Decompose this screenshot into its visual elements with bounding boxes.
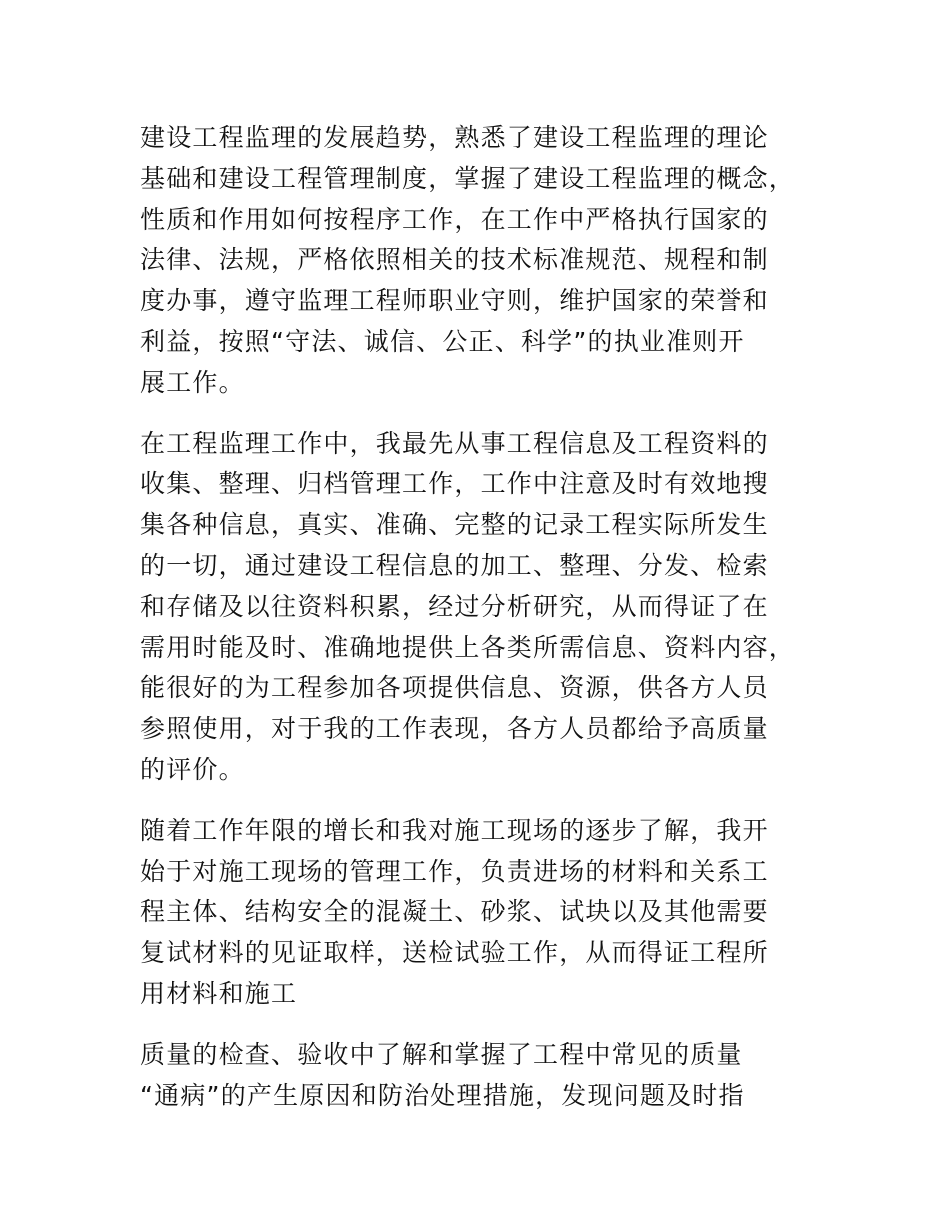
text-line: 集各种信息，真实、准确、完整的记录工程实际所发生	[140, 510, 769, 540]
document-body	[140, 118, 820, 1136]
text-line: 性质和作用如何按程序工作，在工作中严格执行国家的	[140, 204, 769, 234]
text-line: 的评价。	[140, 754, 245, 784]
text-line: 质量的检查、验收中了解和掌握了工程中常见的质量	[140, 1039, 743, 1069]
text-line: 复试材料的见证取样，送检试验工作，从而得证工程所	[140, 938, 769, 968]
text-line: 能很好的为工程参加各项提供信息、资源，供各方人员	[140, 673, 769, 703]
text-line: 度办事，遵守监理工程师职业守则，维护国家的荣誉和	[140, 286, 769, 316]
paragraph-3	[140, 811, 820, 1015]
text-line: 法律、法规，严格依照相关的技术标准规范、规程和制	[140, 245, 769, 275]
text-line: 需用时能及时、准确地提供上各类所需信息、资料内容，	[140, 632, 796, 662]
text-line: 随着工作年限的增长和我对施工现场的逐步了解，我开	[140, 815, 769, 845]
text-line: 基础和建设工程管理制度，掌握了建设工程监理的概念，	[140, 163, 796, 193]
text-line: 利益，按照“守法、诚信、公正、科学”的执业准则开	[140, 326, 745, 356]
text-line: 的一切，通过建设工程信息的加工、整理、分发、检索	[140, 550, 769, 580]
paragraph-1	[140, 118, 820, 404]
text-line: 参照使用，对于我的工作表现，各方人员都给予高质量	[140, 714, 769, 744]
text-line: 建设工程监理的发展趋势，熟悉了建设工程监理的理论	[140, 123, 769, 152]
text-line: 程主体、结构安全的混凝土、砂浆、试块以及其他需要	[140, 897, 769, 927]
text-line: 收集、整理、归档管理工作，工作中注意及时有效地搜	[140, 469, 769, 499]
paragraph-2	[140, 424, 820, 791]
text-line: 和存储及以往资料积累，经过分析研究，从而得证了在	[140, 591, 769, 621]
text-line: 始于对施工现场的管理工作，负责进场的材料和关系工	[140, 856, 769, 886]
text-line: 用材料和施工	[140, 978, 298, 1008]
text-line: 在工程监理工作中，我最先从事工程信息及工程资料的	[140, 428, 769, 458]
paragraph-4	[140, 1035, 820, 1117]
text-line: “通病”的产生原因和防治处理措施，发现问题及时指	[140, 1080, 745, 1110]
text-line: 展工作。	[140, 367, 245, 397]
